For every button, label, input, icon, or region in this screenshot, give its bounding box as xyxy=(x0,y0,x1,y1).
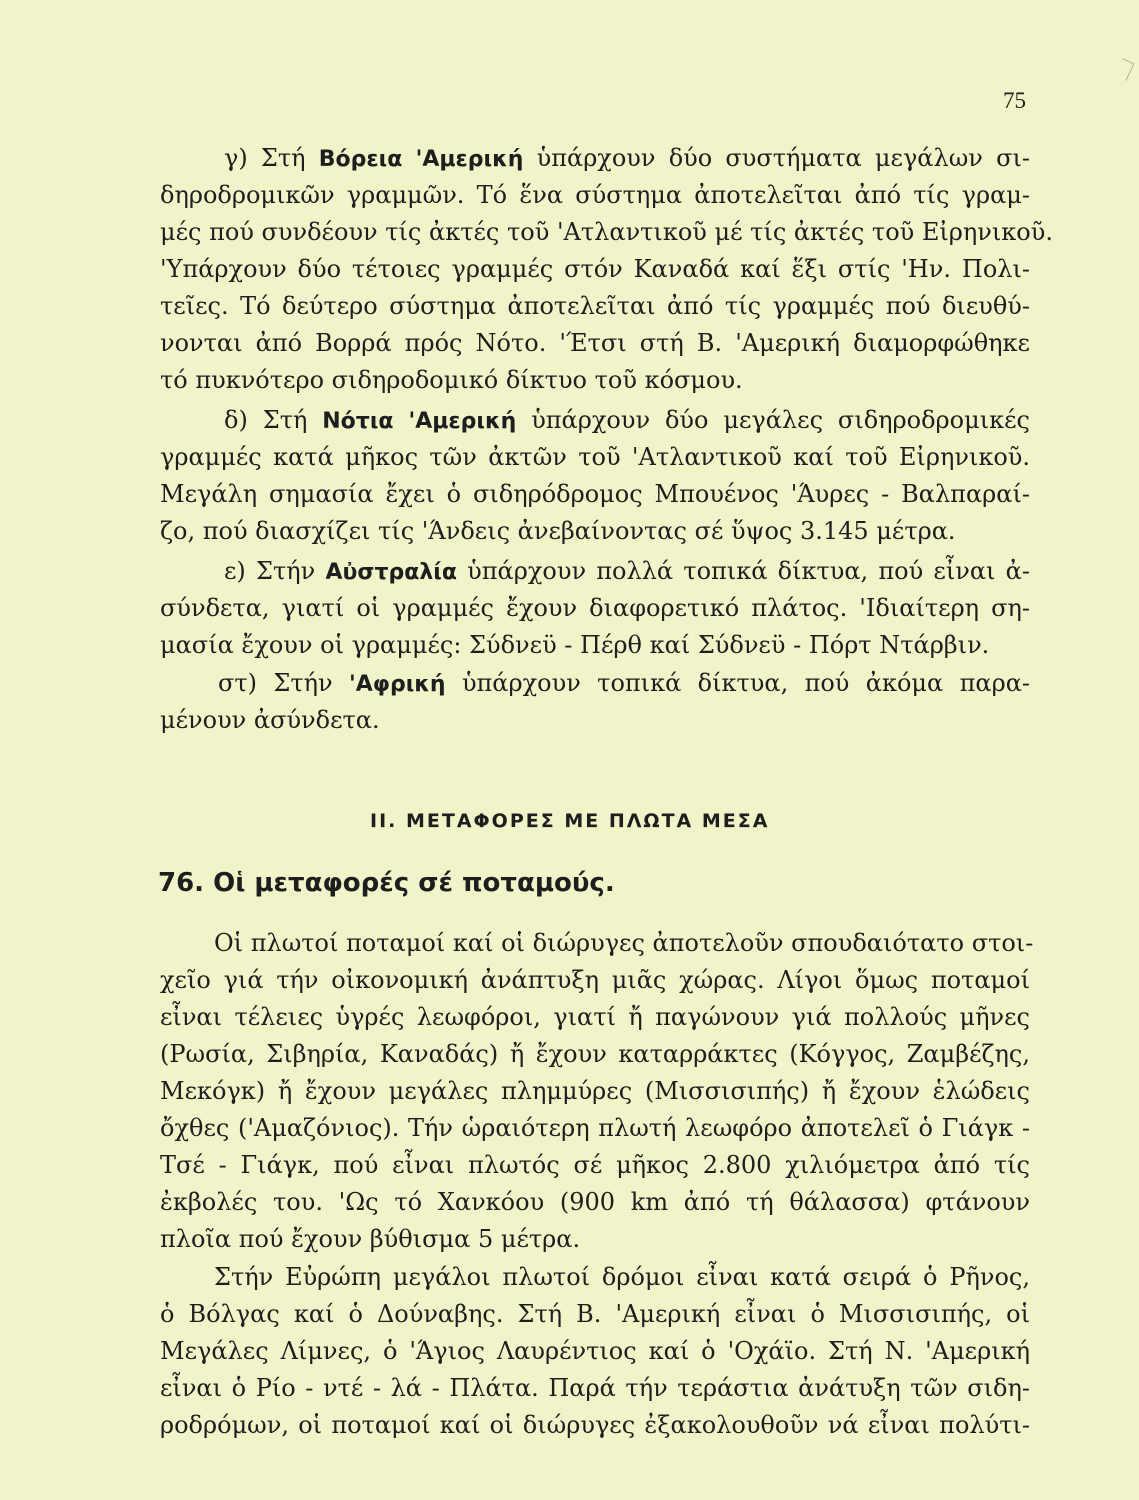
section-heading: ΙΙ. ΜΕΤΑΦΟΡΕΣ ΜΕ ΠΛΩΤΑ ΜΕΣΑ xyxy=(370,810,770,832)
text-line: Μεγάλες Λίμνες, ὁ 'Άγιος Λαυρέντιος καί ὁ 'Οχάϊο. Στή Ν. 'Αμερική xyxy=(160,1337,1030,1365)
text-line: ὁ Βόλγας καί ὁ Δούναβης. Στή Β. 'Αμερική εἶναι ὁ Μισσισιπής, οἱ xyxy=(160,1300,1030,1328)
region-name-north-america: Βόρεια 'Αμερική xyxy=(318,147,524,172)
text-line: εἶναι ὁ Ρίο - ντέ - λά - Πλάτα. Παρά τήν τεράστια ἀνάτυξη τῶν σιδη- xyxy=(160,1374,1030,1402)
paragraph-label: γ) Στή xyxy=(224,144,319,172)
paragraph-australia-line-1 xyxy=(224,556,1030,588)
region-name-africa: 'Αφρική xyxy=(348,672,446,697)
paragraph-label: ε) Στήν xyxy=(224,557,326,585)
subsection-title: 76. Οἱ μεταφορές σέ ποταμούς. xyxy=(158,868,615,898)
page-number: 75 xyxy=(1003,88,1026,113)
scan-artifact xyxy=(1115,58,1135,81)
text-line: χεῖο γιά τήν οἰκονομική ἀνάπτυξη μιᾶς χώρας. Λίγοι ὅμως ποταμοί xyxy=(160,966,1030,994)
text-line: ὄχθες ('Αμαζόνιος). Τήν ὡραιότερη πλωτή λεωφόρο ἀποτελεῖ ὁ Γιάγκ - xyxy=(160,1114,1030,1142)
text-line: ἐκβολές του. 'Ως τό Χανκόου (900 km ἀπό τή θάλασσα) φτάνουν xyxy=(160,1188,1030,1216)
paragraph-africa-line-1 xyxy=(218,668,1030,700)
text-line: Μεγάλη σημασία ἔχει ὁ σιδηρόδρομος Μπουένος 'Άυρες - Βαλπαραί- xyxy=(160,480,1030,508)
text-line: ζο, πού διασχίζει τίς 'Άνδεις ἀνεβαίνοντας σέ ὕψος 3.145 μέτρα. xyxy=(160,517,956,545)
paragraph-text: ὑπάρχουν δύο μεγάλες σιδηροδρομικές xyxy=(516,406,1030,434)
paragraph-label: δ) Στή xyxy=(224,406,323,434)
text-line: ροδρόμων, οἱ ποταμοί καί οἱ διώρυγες ἐξακολουθοῦν νά εἶναι πολύτι- xyxy=(160,1411,1030,1439)
text-line: νονται ἀπό Βορρά πρός Νότο. 'Έτσι στή Β. 'Αμερική διαμορφώθηκε xyxy=(160,329,1030,357)
paragraph-text: ὑπάρχουν δύο συστήματα μεγάλων σι- xyxy=(523,144,1031,172)
text-line: τό πυκνότερο σιδηροδομικό δίκτυο τοῦ κόσμου. xyxy=(160,366,743,394)
text-line: εἶναι τέλειες ὑγρές λεωφόροι, γιατί ἤ παγώνουν γιά πολλούς μῆνες xyxy=(160,1003,1030,1031)
paragraph-text: ὑπάρχουν πολλά τοπικά δίκτυα, πού εἶναι ἀ- xyxy=(456,557,1030,585)
text-line: δηροδρομικῶν γραμμῶν. Τό ἕνα σύστημα ἀποτελεῖται ἀπό τίς γραμ- xyxy=(160,181,1030,209)
paragraph-south-america-line-1 xyxy=(224,405,1030,437)
text-line: μένουν ἀσύνδετα. xyxy=(160,706,380,734)
region-name-australia: Αὐστραλία xyxy=(325,560,457,585)
text-line: Τσέ - Γιάγκ, πού εἶναι πλωτός σέ μῆκος 2.800 χιλιόμετρα ἀπό τίς xyxy=(160,1151,1030,1179)
text-line: (Ρωσία, Σιβηρία, Καναδάς) ἤ ἔχουν καταρράκτες (Κόγγος, Ζαμβέζης, xyxy=(160,1040,1030,1068)
paragraph-label: στ) Στήν xyxy=(218,669,349,697)
text-line: 'Υπάρχουν δύο τέτοιες γραμμές στόν Καναδά καί ἕξι στίς 'Ην. Πολι- xyxy=(160,255,1030,283)
paragraph-text: ὑπάρχουν τοπικά δίκτυα, πού ἀκόμα παρα- xyxy=(445,669,1031,697)
text-line: Στήν Εὐρώπη μεγάλοι πλωτοί δρόμοι εἶναι κατά σειρά ὁ Ρῆνος, xyxy=(214,1263,1030,1291)
text-line: πλοῖα πού ἔχουν βύθισμα 5 μέτρα. xyxy=(160,1225,581,1253)
text-line: τεῖες. Τό δεύτερο σύστημα ἀποτελεῖται ἀπό τίς γραμμές πού διευθύ- xyxy=(160,292,1030,320)
text-line: γραμμές κατά μῆκος τῶν ἀκτῶν τοῦ 'Ατλαντικοῦ καί τοῦ Εἰρηνικοῦ. xyxy=(160,443,1030,471)
region-name-south-america: Νότια 'Αμερική xyxy=(322,409,517,434)
paragraph-north-america-line-1 xyxy=(224,143,1030,175)
text-line: Μεκόγκ) ἤ ἔχουν μεγάλες πλημμύρες (Μισσισιπής) ἤ ἔχουν ἑλώδεις xyxy=(160,1077,1030,1105)
text-line: μασία ἔχουν οἱ γραμμές: Σύδνεϋ - Πέρθ καί Σύδνεϋ - Πόρτ Ντάρβιν. xyxy=(160,631,990,659)
text-line: σύνδετα, γιατί οἱ γραμμές ἔχουν διαφορετικό πλάτος. 'Ιδιαίτερη ση- xyxy=(160,594,1030,622)
text-line: μές πού συνδέουν τίς ἀκτές τοῦ 'Ατλαντικοῦ μέ τίς ἀκτές τοῦ Εἰρηνικοῦ. xyxy=(160,218,1053,246)
text-line: Οἱ πλωτοί ποταμοί καί οἱ διώρυγες ἀποτελοῦν σπουδαιότατο στοι- xyxy=(214,929,1034,957)
